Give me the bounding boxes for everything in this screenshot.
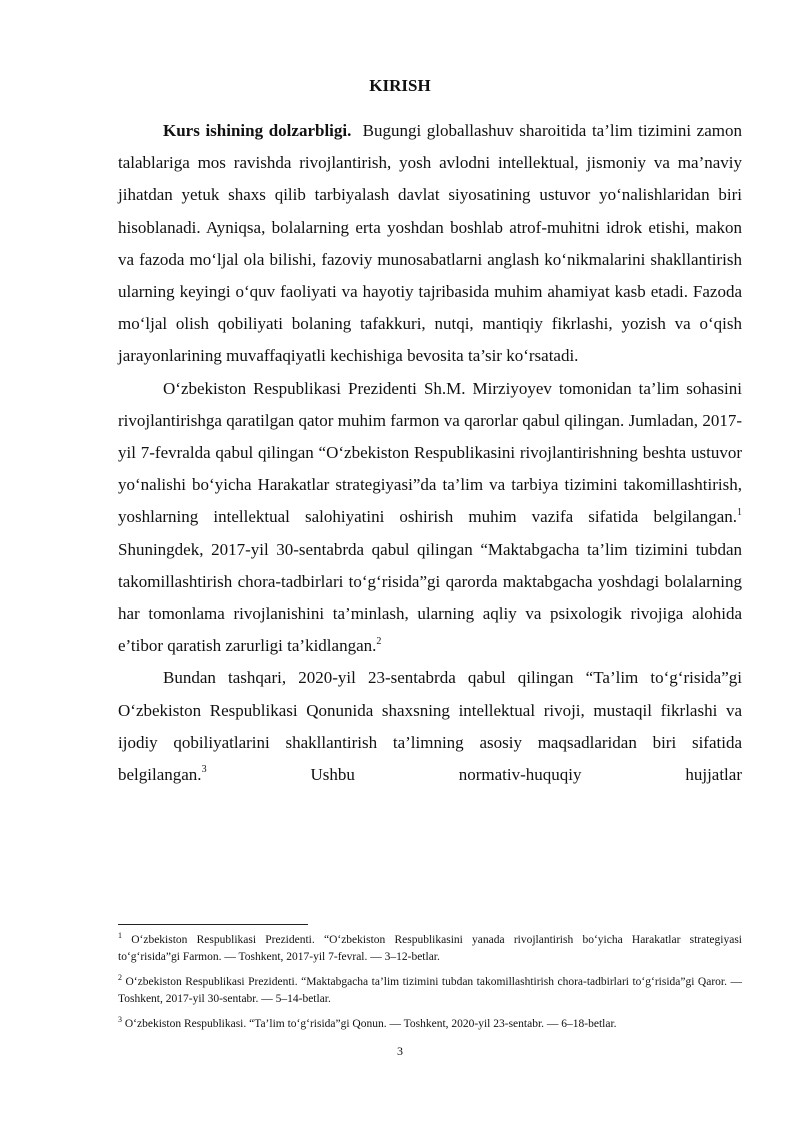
footnote-ref-1[interactable]: 1	[737, 506, 742, 518]
paragraph-text: Bundan tashqari, 2020-yil 23-sentabrda qabul qilingan “Ta’lim to‘g‘risida”gi O‘zbekiston Respublikasi Qonunida shaxsning intellektual rivoji, mustaqil fikrlashi va ijodiy qobiliyatlarini shakllantirish ta’limning asosiy maqsadlaridan biri sifatida belgilangan.	[118, 668, 742, 785]
footnote-number: 1	[118, 931, 122, 941]
footnote-number: 3	[118, 1015, 122, 1025]
paragraph-legislation	[118, 373, 742, 663]
footnote-ref-2[interactable]: 2	[376, 635, 382, 647]
footnote-1	[118, 932, 742, 966]
footnote-3	[118, 1016, 742, 1033]
lead-phrase: Kurs ishining dolzarbligi.	[163, 121, 352, 140]
page-number: 3	[397, 1044, 403, 1058]
footnote-2	[118, 974, 742, 1008]
paragraph-law	[118, 662, 742, 791]
footnote-text: O‘zbekiston Respublikasi. “Ta’lim to‘g‘risida”gi Qonun. — Toshkent, 2020-yil 23-sentabr. — 6–18-betlar.	[122, 1018, 617, 1030]
footnote-separator	[118, 924, 308, 925]
footnotes	[118, 932, 742, 1041]
paragraph-relevance	[118, 115, 742, 373]
footnote-text: O‘zbekiston Respublikasi Prezidenti. “O‘zbekiston Respublikasini yanada rivojlantirish bo‘yicha Harakatlar strategiyasi to‘g‘risida”gi Farmon. — Toshkent, 2017-yil 7-fevral. — 3–12-betlar.	[118, 934, 742, 963]
paragraph-text: O‘zbekiston Respublikasi Prezidenti Sh.M. Mirziyoyev tomonidan ta’lim sohasini rivojlantirishga qaratilgan qator muhim farmon va qarorlar qabul qilingan. Jumladan, 2017-yil 7-fevralda qabul qilingan “O‘zbekiston Respublikasini rivojlantirishning beshta ustuvor yo‘nalishi bo‘yicha Harakatlar strategiyasi”da ta’lim va tarbiya tizimini takomillashtirish, yoshlarning intellektual salohiyatini oshirish muhim vazifa sifatida belgilangan.	[118, 378, 742, 527]
footnote-ref-3[interactable]: 3	[201, 764, 207, 776]
footnote-number: 2	[118, 973, 122, 983]
body-text	[118, 115, 742, 791]
footnote-text: O‘zbekiston Respublikasi Prezidenti. “Maktabgacha ta’lim tizimini tubdan takomillashtirish chora-tadbirlari to‘g‘risida”gi Qaror. — Toshkent, 2017-yil 30-sentabr. — 5–14-betlar.	[118, 976, 742, 1005]
paragraph-text: Ushbu normativ-huquqiy hujjatlar	[206, 765, 742, 785]
paragraph-text: Shuningdek, 2017-yil 30-sentabrda qabul qilingan “Maktabgacha ta’lim tizimini tubdan takomillashtirish chora-tadbirlari to‘g‘risida”gi qarorda maktabgacha yoshdagi bolalarning har tomonlama rivojlanishini ta’minlash, ularning aqliy va psixologik rivojiga alohida e’tibor qaratish zarurligi ta’kidlangan.	[118, 539, 742, 656]
paragraph-text: Bugungi globallashuv sharoitida ta’lim tizimini zamon talablariga mos ravishda rivojlantirish, yosh avlodni intellektual, jismoniy va ma’naviy jihatdan yetuk shaxs qilib tarbiyalash davlat siyosatining ustuvor yo‘nalishlaridan biri hisoblanadi. Ayniqsa, bolalarning erta yoshdan boshlab atrof-muhitni idrok etishi, makon va fazoda mo‘ljal ola bilishi, fazoviy munosabatlarni anglash ko‘nikmalarini shakllantirish ularning keyingi o‘quv faoliyati va hayotiy tajribasida muhim ahamiyat kasb etadi. Fazoda mo‘ljal olish qobiliyati bolaning tafakkuri, nutqi, mantiqiy fikrlashi, yozish va o‘qish jarayonlarining muvaffaqiyatli kechishiga bevosita ta’sir ko‘rsatadi.	[118, 121, 742, 366]
section-heading: KIRISH	[369, 76, 431, 95]
